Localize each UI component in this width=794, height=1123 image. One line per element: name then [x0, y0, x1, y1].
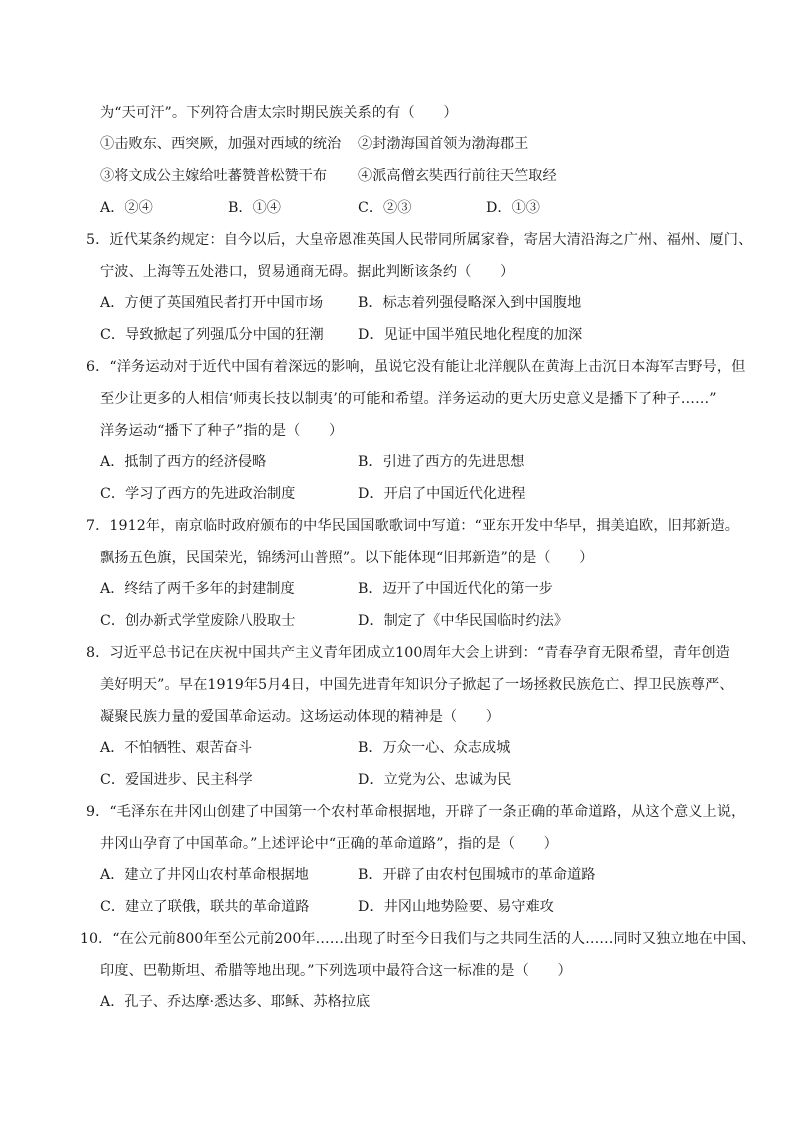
q6-stem-line-3: 洋务运动“播下了种子”指的是（ ） — [100, 423, 344, 439]
q9-option-d: D．井冈山地势险要、易守难攻 — [358, 899, 554, 915]
q5-option-b: B．标志着列强侵略深入到中国腹地 — [358, 295, 582, 311]
q7-option-a: A．终结了两千多年的封建制度 — [100, 581, 295, 597]
q5-option-a: A．方便了英国殖民者打开中国市场 — [100, 295, 324, 311]
q4-option-a: A．②④ — [100, 200, 153, 216]
q9-option-a: A．建立了井冈山农村革命根据地 — [100, 867, 309, 883]
q4-item-3: ③将文成公主嫁给吐蕃赞普松赞干布 — [100, 168, 328, 184]
q5-option-c: C．导致掀起了列强瓜分中国的狂潮 — [100, 327, 324, 343]
q7-option-c: C．创办新式学堂废除八股取士 — [100, 613, 296, 629]
q8-stem-line-3: 凝聚民族力量的爱国革命运动。这场运动体现的精神是（ ） — [100, 709, 501, 725]
q4-item-2: ②封渤海国首领为渤海郡王 — [358, 136, 529, 152]
q4-stem: 为“天可汗”。下列符合唐太宗时期民族关系的有（ ） — [100, 105, 458, 121]
q7-option-b: B．迈开了中国近代化的第一步 — [358, 581, 553, 597]
q8-option-b: B．万众一心、众志成城 — [358, 740, 511, 756]
q9-option-c: C．建立了联俄，联共的革命道路 — [100, 899, 310, 915]
q8-stem-line-2: 美好明天”。早在1919年5月4日，中国先进青年知识分子掀起了一场拯救民族危亡、捍卫民族尊严、 — [100, 677, 734, 693]
q10-option-a: A．孔子、乔达摩·悉达多、耶稣、苏格拉底 — [100, 994, 371, 1010]
q10-stem-line-1: 10．“在公元前800年至公元前200年……出现了时至今日我们与之共同生活的人……同时又独立地在中国、 — [80, 931, 756, 947]
q6-option-a: A．抵制了西方的经济侵略 — [100, 454, 267, 470]
q4-option-d: D．①③ — [486, 200, 540, 216]
q9-option-b: B．开辟了由农村包围城市的革命道路 — [358, 867, 596, 883]
q4-item-1: ①击败东、西突厥，加强对西域的统治 — [100, 136, 342, 152]
q6-option-c: C．学习了西方的先进政治制度 — [100, 486, 296, 502]
q5-option-d: D．见证中国半殖民地化程度的加深 — [358, 327, 583, 343]
q8-option-d: D．立党为公、忠诚为民 — [358, 772, 512, 788]
q5-stem-line-1: 5．近代某条约规定：自今以后，大皇帝恩准英国人民带同所属家眷，寄居大清沿海之广州、福州、厦门、 — [86, 232, 753, 248]
q4-option-c: C．②③ — [358, 200, 412, 216]
q9-stem-line-2: 井冈山孕育了中国革命。”上述评论中“正确的革命道路”，指的是（ ） — [100, 836, 558, 852]
q8-option-a: A．不怕牺牲、艰苦奋斗 — [100, 740, 253, 756]
q6-option-b: B．引进了西方的先进思想 — [358, 454, 525, 470]
q7-stem-line-2: 飘扬五色旗，民国荣光，锦绣河山普照”。以下能体现“旧邦新造”的是（ ） — [100, 550, 594, 566]
q10-stem-line-2: 印度、巴勒斯坦、希腊等地出现。”下列选项中最符合这一标准的是（ ） — [100, 963, 572, 979]
q4-item-4: ④派高僧玄奘西行前往天竺取经 — [358, 168, 557, 184]
q8-option-c: C．爱国进步、民主科学 — [100, 772, 253, 788]
q7-stem-line-1: 7．1912年，南京临时政府颁布的中华民国国歌歌词中写道：“亚东开发中华早，揖美追欧，旧邦新造。 — [86, 518, 740, 534]
q6-stem-line-1: 6．“洋务运动对于近代中国有着深远的影响，虽说它没有能让北洋舰队在黄海上击沉日本海军吉野号，但 — [86, 359, 746, 375]
q4-option-b: B．①④ — [228, 200, 281, 216]
q6-option-d: D．开启了中国近代化进程 — [358, 486, 526, 502]
q7-option-d: D．制定了《中华民国临时约法》 — [358, 613, 569, 629]
q8-stem-line-1: 8．习近平总书记在庆祝中国共产主义青年团成立100周年大会上讲到：“青春孕育无限希望，青年创造 — [86, 645, 730, 661]
q6-stem-line-2: 至少让更多的人相信‘师夷长技以制夷’的可能和希望。洋务运动的更大历史意义是播下了种子……” — [100, 391, 717, 407]
q5-stem-line-2: 宁波、上海等五处港口，贸易通商无碍。据此判断该条约（ ） — [100, 264, 515, 280]
q9-stem-line-1: 9．“毛泽东在井冈山创建了中国第一个农村革命根据地，开辟了一条正确的革命道路，从这个意义上说， — [86, 804, 746, 820]
